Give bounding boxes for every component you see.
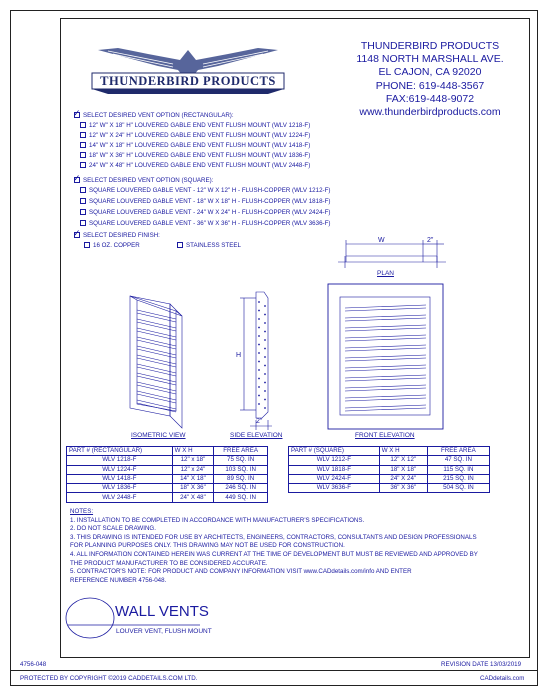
fastener-hole [264, 322, 266, 324]
finish-copper-label: 16 OZ. COPPER [93, 242, 140, 249]
louver-slat [345, 315, 426, 318]
fastener-hole [258, 310, 260, 312]
fastener-hole [264, 348, 266, 350]
louver-slat [345, 378, 426, 381]
fastener-hole [258, 395, 260, 397]
footer-divider [10, 670, 538, 671]
louver-slat [345, 328, 426, 331]
note-line: 4. ALL INFORMATION CONTAINED HEREIN WAS CURRENT AT THE TIME OF DEVELOPMENT BUT MUST BE REVIEWED AND APPROVED BY [70, 550, 478, 558]
table-cell: 89 SQ. IN [214, 474, 268, 483]
table-cell: 12" x 24" [172, 465, 214, 474]
header-cell: PART # (RECTANGULAR) [67, 447, 173, 456]
table-row [67, 484, 268, 493]
table-cell: 103 SQ. IN [214, 465, 268, 474]
louver-slat [345, 338, 426, 341]
notes [70, 508, 478, 585]
note-line: REFERENCE NUMBER 4756-048. [70, 576, 167, 584]
title-bubble [66, 598, 114, 638]
table-cell: WLV 1212-F [289, 456, 380, 465]
louver-slat [345, 345, 426, 348]
plan-2in-dimension: 2" [427, 237, 434, 244]
header-cell: FREE AREA [427, 447, 489, 456]
table-cell: 18" X 18" [379, 465, 427, 474]
company-address: 1148 NORTH MARSHALL AVE. [356, 53, 504, 66]
louver-slat [345, 398, 426, 401]
reference-number: 4756-048 [20, 661, 47, 668]
louver-slat [345, 308, 426, 311]
fastener-hole [264, 314, 266, 316]
table-cell: 12" X 12" [379, 456, 427, 465]
option-label: 12" W" X 18" H" LOUVERED GABLE END VENT FLUSH MOUNT (WLV 1218-F) [89, 122, 311, 129]
table-row [67, 474, 268, 483]
header-cell: W X H [172, 447, 214, 456]
drawing-title: WALL VENTS [115, 603, 209, 620]
copyright: PROTECTED BY COPYRIGHT ©2019 CADDETAILS.COM LTD. [20, 675, 198, 682]
louver-slat [345, 325, 426, 328]
fastener-hole [264, 382, 266, 384]
fastener-hole [264, 356, 266, 358]
table-cell: WLV 1224-F [67, 465, 173, 474]
note-line: 2. DO NOT SCALE DRAWING. [70, 525, 156, 533]
w-dimension: W [378, 237, 385, 244]
revision-date: REVISION DATE 13/03/2019 [441, 661, 522, 668]
finish-heading-label: SELECT DESIRED FINISH: [83, 232, 160, 239]
fastener-hole [264, 373, 266, 375]
table-cell: WLV 1818-F [289, 465, 380, 474]
option-label: SQUARE LOUVERED GABLE VENT - 18" W X 18" H - FLUSH-COPPER (WLV 1818-F) [89, 198, 331, 205]
fastener-hole [258, 361, 260, 363]
table-cell: WLV 2448-F [67, 493, 173, 502]
table-cell: 12" x 18" [172, 456, 214, 465]
note-line: FOR PLANNING PURPOSES ONLY. THIS DRAWING MAY NOT BE USED FOR CONSTRUCTION. [70, 542, 345, 550]
option-label: 14" W" X 18" H" LOUVERED GABLE END VENT FLUSH MOUNT (WLV 1418-F) [89, 142, 311, 149]
side-elevation-label: SIDE ELEVATION [230, 432, 283, 439]
fastener-hole [258, 301, 260, 303]
table-row [289, 484, 490, 493]
header-cell: PART # (SQUARE) [289, 447, 380, 456]
fastener-hole [258, 318, 260, 320]
table-cell: 14" X 18" [172, 474, 214, 483]
louver-slat [345, 318, 426, 321]
louver-slat [345, 375, 426, 378]
rect-heading-label: SELECT DESIRED VENT OPTION (RECTANGULAR): [83, 112, 234, 119]
louver-slat [345, 305, 426, 308]
company-fax: FAX:619-448-9072 [385, 92, 475, 105]
table-cell: WLV 1218-F [67, 456, 173, 465]
company-web[interactable]: www.thunderbirdproducts.com [359, 106, 501, 119]
square-parts-table [288, 446, 490, 493]
fastener-hole [264, 407, 266, 409]
fastener-hole [258, 386, 260, 388]
side-2in-dimension: 2" [256, 418, 263, 425]
louver-slat [345, 385, 426, 388]
table-row [67, 493, 268, 502]
table-header [67, 447, 268, 456]
louver-slat [345, 368, 426, 371]
checkmark-icon: ✓ [73, 228, 81, 238]
side-fastener-holes [258, 301, 266, 409]
table-cell: 47 SQ. IN [427, 456, 489, 465]
louver-slat [345, 335, 426, 338]
fastener-hole [258, 369, 260, 371]
isometric-vent [130, 296, 182, 428]
fastener-hole [258, 327, 260, 329]
fastener-hole [264, 365, 266, 367]
front-louver-slats [345, 305, 426, 411]
table-row [289, 465, 490, 474]
option-label: 18" W" X 36" H" LOUVERED GABLE END VENT FLUSH MOUNT (WLV 1836-F) [89, 152, 311, 159]
fastener-hole [264, 305, 266, 307]
option-label: SQUARE LOUVERED GABLE VENT - 24" W X 24" H - FLUSH-COPPER (WLV 2424-F) [89, 209, 331, 216]
table-cell: 24" X 24" [379, 474, 427, 483]
louver-slat [345, 388, 426, 391]
table-cell: WLV 2424-F [289, 474, 380, 483]
plan-label: PLAN [377, 270, 394, 277]
table-cell: 24" X 48" [172, 493, 214, 502]
table-cell: 504 SQ. IN [427, 484, 489, 493]
louver-slat [345, 365, 426, 368]
fastener-hole [258, 335, 260, 337]
fastener-hole [264, 339, 266, 341]
front-elevation-label: FRONT ELEVATION [355, 432, 415, 439]
table-cell: 36" X 36" [379, 484, 427, 493]
louver-slat [345, 408, 426, 411]
table-cell: 449 SQ. IN [214, 493, 268, 502]
fastener-hole [258, 344, 260, 346]
isometric-view-label: ISOMETRIC VIEW [131, 432, 186, 439]
table-cell: 115 SQ. IN [427, 465, 489, 474]
note-line: 5. CONTRACTOR'S NOTE: FOR PRODUCT AND COMPANY INFORMATION VISIT www.CADdetails.com/info AND ENTER [70, 568, 412, 576]
company-name: THUNDERBIRD PRODUCTS [360, 40, 500, 52]
fastener-hole [258, 378, 260, 380]
fastener-hole [258, 403, 260, 405]
caddetails-link[interactable]: CADdetails.com [480, 675, 525, 682]
checkmark-icon: ✓ [73, 108, 81, 118]
louver-slat [345, 348, 426, 351]
table-cell: 246 SQ. IN [214, 484, 268, 493]
louver-slat [345, 358, 426, 361]
louver-slat [345, 395, 426, 398]
louver-slat [345, 355, 426, 358]
table-row [67, 465, 268, 474]
header-cell: W X H [379, 447, 427, 456]
rect-parts-table [66, 446, 268, 503]
option-label: 12" W" X 24" H" LOUVERED GABLE END VENT FLUSH MOUNT (WLV 1224-F) [89, 132, 311, 139]
notes-heading: NOTES: [70, 508, 94, 515]
header-cell: FREE AREA [214, 447, 268, 456]
table-cell: 18" X 36" [172, 484, 214, 493]
table-cell: WLV 1418-F [67, 474, 173, 483]
note-line: 3. THIS DRAWING IS INTENDED FOR USE BY ARCHITECTS, ENGINEERS, CONTRACTORS, CONSULTANTS AND DESIGN PROFESSIONALS [70, 533, 477, 541]
checkmark-icon: ✓ [73, 173, 81, 183]
fastener-hole [258, 352, 260, 354]
option-label: SQUARE LOUVERED GABLE VENT - 12" W X 12" H - FLUSH-COPPER (WLV 1212-F) [89, 187, 331, 194]
table-cell: WLV 1836-F [67, 484, 173, 493]
company-city: EL CAJON, CA 92020 [378, 66, 482, 79]
table-cell: 75 SQ. IN [214, 456, 268, 465]
table-cell: WLV 3636-F [289, 484, 380, 493]
option-label: SQUARE LOUVERED GABLE VENT - 36" W X 36" H - FLUSH-COPPER (WLV 3636-F) [89, 220, 331, 227]
square-heading-label: SELECT DESIRED VENT OPTION (SQUARE): [83, 177, 214, 184]
fastener-hole [264, 331, 266, 333]
note-line: THE PRODUCT MANUFACTURER TO BE CONSIDERED ACCURATE. [70, 559, 268, 567]
option-label: 24" W" X 48" H" LOUVERED GABLE END VENT FLUSH MOUNT (WLV 2448-F) [89, 162, 311, 169]
table-row [67, 456, 268, 465]
drawing-subtitle: LOUVER VENT, FLUSH MOUNT [116, 628, 212, 635]
table-header [289, 447, 490, 456]
note-line: 1. INSTALLATION TO BE COMPLETED IN ACCORDANCE WITH MANUFACTURER'S SPECIFICATIONS. [70, 516, 365, 524]
side-elevation [240, 292, 272, 430]
table-cell: 215 SQ. IN [427, 474, 489, 483]
table-row [289, 456, 490, 465]
table-row [289, 474, 490, 483]
h-dimension: H [236, 352, 242, 359]
logo-text: THUNDERBIRD PRODUCTS [100, 74, 276, 88]
company-phone: PHONE: 619-448-3567 [375, 79, 485, 92]
louver-slat [345, 405, 426, 408]
fastener-hole [264, 399, 266, 401]
finish-steel-label: STAINLESS STEEL [186, 242, 241, 249]
fastener-hole [264, 390, 266, 392]
